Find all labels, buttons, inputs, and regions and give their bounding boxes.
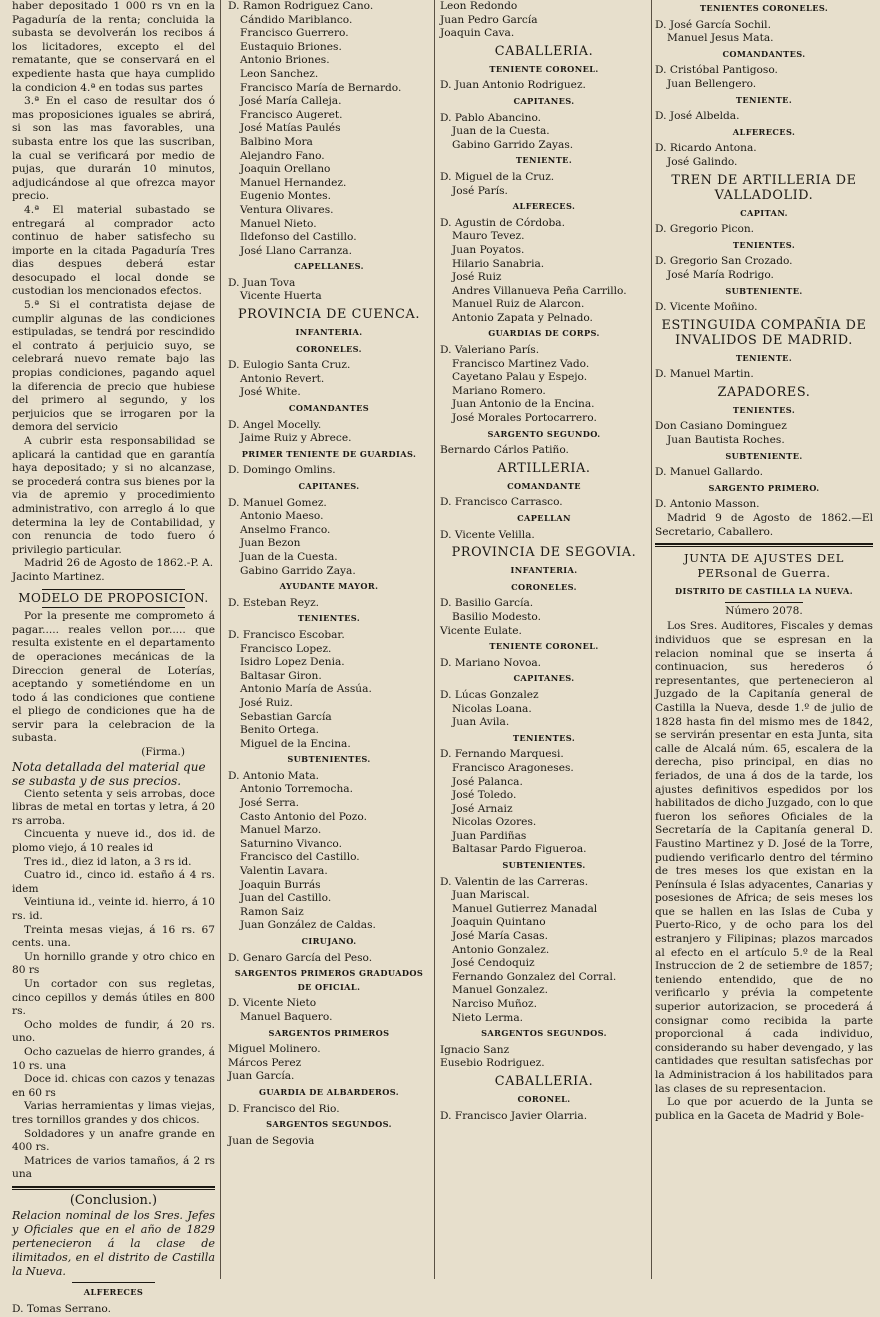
name-entry: D. Miguel de la Cruz. <box>440 170 555 183</box>
name-entry: Baltasar Giron. <box>240 669 322 682</box>
name-entry: Juan Pardiñas <box>452 829 527 842</box>
name-entry: José Matías Paulés <box>240 122 341 135</box>
name-entry: Eusebio Rodriguez. <box>440 1057 545 1070</box>
name-entry: Gabino Garrido Zaya. <box>240 564 356 577</box>
rank-heading: ALFERECES. <box>512 201 576 212</box>
list-item: Matrices de varios tamaños, á 2 rs una <box>12 1154 215 1181</box>
section-heading: JUNTA DE AJUSTES DEL PERsonal de Guerra. <box>684 551 844 581</box>
name-entry: D. Manuel Gomez. <box>228 496 327 509</box>
name-entry: Juan Avila. <box>452 716 510 729</box>
name-entry: Leon Redondo <box>440 0 518 12</box>
rank-heading: SARGENTO SEGUNDO. <box>487 428 601 439</box>
name-entry: Antonio Zapata y Pelnado. <box>452 311 593 324</box>
name-entry: Antonio Revert. <box>240 372 325 385</box>
rank-heading: GUARDIAS DE CORPS. <box>488 328 600 339</box>
name-entry: D. Gregorio San Crozado. <box>655 255 793 268</box>
column-rule <box>434 0 435 1279</box>
name-entry: D. Gregorio Picon. <box>655 223 755 236</box>
branch-heading: ARTILLERIA. <box>497 460 591 476</box>
branch-heading: INFANTERIA. <box>510 565 578 576</box>
name-entry: Valentin Lavara. <box>240 865 328 878</box>
column-rule <box>220 0 221 1279</box>
name-entry: Nicolas Ozores. <box>452 816 537 829</box>
name-entry: Juan Bellengero. <box>667 77 757 90</box>
name-entry: Ramon Saiz <box>240 905 304 918</box>
rank-heading: TENIENTES. <box>512 732 576 743</box>
modelo-title: MODELO DE PROPOSICION. <box>18 590 209 605</box>
list-item: Treinta mesas viejas, á 16 rs. 67 cents. una. <box>12 923 215 950</box>
rank-heading: TENIENTE. <box>515 155 573 166</box>
name-entry: Nieto Lerma. <box>452 1011 524 1024</box>
column-1 <box>12 0 215 1316</box>
branch-heading: INFANTERIA. <box>295 327 363 338</box>
column-3 <box>440 0 648 1279</box>
list-item: Veintiuna id., veinte id. hierro, á 10 rs. id. <box>12 896 215 922</box>
name-entry: Saturnino Vivanco. <box>240 837 342 850</box>
name-entry: Joaquin Quintano <box>452 916 546 929</box>
name-entry: Miguel Molinero. <box>228 1043 321 1056</box>
name-entry: Andres Villanueva Peña Carrillo. <box>452 284 627 297</box>
name-entry: Vicente Eulate. <box>440 624 522 637</box>
name-entry: Ventura Olivares. <box>240 203 334 216</box>
name-entry: Bernardo Cárlos Patiño. <box>440 444 569 457</box>
name-entry: D. Francisco Escobar. <box>228 628 345 641</box>
divider <box>42 607 185 608</box>
province-heading: PROVINCIA DE CUENCA. <box>237 307 421 323</box>
name-entry: Eustaquio Briones. <box>240 40 342 53</box>
name-entry: D. Juan Tova <box>228 276 296 289</box>
rank-heading: SARGENTOS SEGUNDOS. <box>266 1119 392 1130</box>
name-entry: D. Fernando Marquesi. <box>440 748 564 761</box>
rank-heading: COMANDANTES. <box>722 48 806 59</box>
rank-heading: TENIENTES CORONELES. <box>699 3 829 13</box>
name-entry: Joaquin Cava. <box>440 27 515 40</box>
rank-heading: SARGENTO PRIMERO. <box>708 482 820 493</box>
rank-heading: CORONELES. <box>296 343 362 354</box>
name-entry: D. Domingo Omlins. <box>228 464 336 477</box>
name-entry: Antonio Gonzalez. <box>452 943 550 956</box>
paragraph: haber depositado 1 000 rs vn en la Pagaduría de la renta; concluida la subasta se devolverán los recibos á los licitadores, excepto el del rematante, que se conservará en el expediente hasta que haya cumplido la condicion 4.ª en todas sus partes <box>12 0 215 94</box>
name-entry: Antonio María de Assúa. <box>240 683 372 696</box>
column-4 <box>655 0 873 1279</box>
name-entry: Isidro Lopez Denia. <box>240 656 345 669</box>
rank-heading: SUBTENIENTE. <box>725 285 803 296</box>
name-entry: José Serra. <box>240 797 300 810</box>
name-entry: Fernando Gonzalez del Corral. <box>452 970 617 983</box>
name-entry: Juan de la Cuesta. <box>240 550 338 563</box>
name-entry: D. José Albelda. <box>655 110 740 123</box>
name-entry: Juan de Segovia <box>228 1134 315 1147</box>
name-entry: José White. <box>240 386 301 399</box>
list-item: Soldadores y un anafre grande en 400 rs. <box>12 1127 215 1154</box>
divider <box>42 589 185 590</box>
name-entry: D. Ricardo Antona. <box>655 142 757 155</box>
firma: (Firma.) <box>141 746 185 759</box>
section-separator <box>12 1186 215 1190</box>
list-item: Ciento setenta y seis arrobas, doce libras de metal en tortas y letra, á 20 rs arroba. <box>12 787 215 827</box>
name-entry: José Palanca. <box>452 775 523 788</box>
name-entry: D. Cristóbal Pantigoso. <box>655 64 778 77</box>
name-entry: José Galindo. <box>667 155 738 168</box>
name-entry: José María Casas. <box>452 930 548 943</box>
paragraph: Por la presente me comprometo á pagar..... reales vellon por..... que resulta existente en el departamento de operaciones mecánicas de la Direccion general de Loterías, aceptando y sometiéndome en un todo á las condiciones que contiene el pliego de condiciones que ha de servir para la celebracion de la subasta. <box>12 610 215 745</box>
name-entry: Juan Pedro García <box>440 13 538 26</box>
name-entry: Manuel Hernandez. <box>240 176 347 189</box>
name-entry: José María Rodrigo. <box>667 268 774 281</box>
name-entry: Miguel de la Encina. <box>240 737 351 750</box>
divider <box>72 1282 155 1283</box>
name-entry: Hilario Sanabria. <box>452 257 545 270</box>
name-entry: D. Ramon Rodriguez Cano. <box>228 0 374 12</box>
rank-heading: CORONEL. <box>517 1093 571 1104</box>
name-entry: Sebastian García <box>240 710 332 723</box>
rank-heading: SUBTENIENTE. <box>725 450 803 461</box>
name-entry: Leon Sanchez. <box>240 67 319 80</box>
rank-heading: CAPELLAN <box>517 513 571 523</box>
section-heading: ESTINGUIDA COMPAÑIA DE INVALIDOS DE MADRID. <box>661 317 867 348</box>
name-entry: Cándido Mariblanco. <box>240 13 353 26</box>
rank-heading: COMANDANTE <box>507 480 581 491</box>
name-entry: Benito Ortega. <box>240 724 320 737</box>
rank-heading: CAPITANES. <box>298 481 360 491</box>
rank-heading: TENIENTE CORONEL. <box>489 641 599 652</box>
branch-heading: CABALLERIA. <box>494 43 594 59</box>
list-item: Un cortador con sus regletas, cinco cepillos y demás útiles en 800 rs. <box>12 977 215 1018</box>
name-entry: Juan González de Caldas. <box>240 919 376 932</box>
name-entry: D. Francisco del Rio. <box>228 1102 340 1115</box>
name-entry: Basilio Modesto. <box>452 610 541 623</box>
name-entry: José Toledo. <box>452 789 517 802</box>
paragraph: Lo que por acuerdo de la Junta se publica en la Gaceta de Madrid y Bole- <box>655 1096 873 1122</box>
rank-heading: TENIENTES. <box>732 404 796 415</box>
name-entry: Juan Mariscal. <box>452 889 530 902</box>
name-entry: Juan Bautista Roches. <box>667 434 785 447</box>
name-entry: Baltasar Pardo Figueroa. <box>452 843 587 856</box>
rank-heading: CAPITANES. <box>513 673 575 684</box>
name-entry: Joaquin Orellano <box>240 163 331 176</box>
name-entry: D. Agustin de Córdoba. <box>440 216 565 229</box>
name-entry: José Morales Portocarrero. <box>452 412 597 425</box>
section-heading: TREN DE ARTILLERIA DE VALLADOLID. <box>671 172 857 203</box>
rank-heading: TENIENTE CORONEL. <box>489 63 599 74</box>
name-entry: Manuel Marzo. <box>240 824 322 837</box>
rank-heading: CAPELLANES. <box>294 261 364 272</box>
name-entry: Antonio Torremocha. <box>240 783 353 796</box>
name-entry: Jaime Ruiz y Abrece. <box>240 432 352 445</box>
paragraph: 3.ª En el caso de resultar dos ó mas proposiciones iguales se abrirá, si son las mas favorables, una subasta entre los que las suscriban, la cual se verificará por medio de pujas, que durarán 10 minutos, adjudicándose al que ofrezca mayor precio. <box>12 95 215 203</box>
name-entry: D. José García Sochil. <box>655 18 771 31</box>
name-entry: D. Basilio García. <box>440 597 534 610</box>
name-entry: D. Antonio Mata. <box>228 769 320 782</box>
paragraph: 5.ª Si el contratista dejase de cumplir algunas de las condiciones estipuladas, se tendrá por rescindido el contrato á perjuicio suyo, se celebrará nuevo remate bajo las propias condiciones, pagando aquel la diferencia de precio que hubiese del primero al segundo, y los perjuicios que se irrogaren por la demora del servicio <box>12 299 215 434</box>
rank-heading: CIRUJANO. <box>301 936 357 946</box>
name-entry: Mariano Romero. <box>452 384 546 397</box>
items-list <box>12 788 215 1182</box>
name-entry: Anselmo Franco. <box>240 523 331 536</box>
rank-heading: GUARDIA DE ALBARDEROS. <box>258 1086 400 1097</box>
list-item: Tres id., diez id laton, a 3 rs id. <box>24 855 192 868</box>
rank-heading: SUBTENIENTES. <box>287 754 371 765</box>
branch-heading: ZAPADORES. <box>717 384 811 400</box>
list-item: Un hornillo grande y otro chico en 80 rs <box>12 950 215 977</box>
rank-heading: ALFERECES <box>83 1287 144 1298</box>
district-heading: DISTRITO DE CASTILLA LA NUEVA. <box>675 586 853 597</box>
name-entry: José Ruiz <box>452 271 502 284</box>
column-rule <box>651 0 652 1279</box>
name-entry: D. Vicente Velilla. <box>440 528 535 541</box>
name-entry: Francisco del Castillo. <box>240 851 360 864</box>
name-entry: Antonio Briones. <box>240 54 330 67</box>
date-line: Madrid 9 de Agosto de 1862.—El Secretario, Caballero. <box>655 512 873 538</box>
name-entry: Francisco María de Bernardo. <box>240 81 402 94</box>
name-entry: Juan Antonio de la Encina. <box>452 398 595 411</box>
name-entry: D. Manuel Martin. <box>655 368 754 381</box>
rank-heading: AYUDANTE MAYOR. <box>279 581 379 592</box>
list-item: Varias herramientas y limas viejas, tres tornillos grandes y dos chicos. <box>12 1100 215 1126</box>
name-entry: Don Casiano Dominguez <box>655 420 787 433</box>
conclusion-title: (Conclusion.) <box>69 1192 158 1208</box>
name-entry: Juan de la Cuesta. <box>452 125 550 138</box>
name-entry: D. Valentin de las Carreras. <box>440 875 589 888</box>
name-entry: D. Antonio Masson. <box>655 498 760 511</box>
rank-heading: PRIMER TENIENTE DE GUARDIAS. <box>241 448 417 459</box>
branch-heading: CABALLERIA. <box>494 1073 594 1089</box>
name-entry: Márcos Perez <box>228 1056 302 1069</box>
name-entry: Manuel Ruiz de Alarcon. <box>452 298 585 311</box>
rank-heading: SARGENTOS SEGUNDOS. <box>481 1028 607 1039</box>
name-entry: Manuel Jesus Mata. <box>667 32 774 45</box>
name-entry: D. Pablo Abancino. <box>440 111 542 124</box>
rank-heading: CAPITAN. <box>740 207 788 218</box>
rank-heading: ALFERECES. <box>732 126 796 137</box>
list-item: Ocho moldes de fundir, á 20 rs. uno. <box>12 1018 215 1045</box>
rank-heading: SARGENTOS PRIMEROS GRADUADOS DE OFICIAL. <box>234 968 424 992</box>
name-entry: Manuel Gutierrez Manadal <box>452 902 598 915</box>
name-entry: José Ruiz. <box>240 696 293 709</box>
name-entry: Manuel Baquero. <box>240 1010 333 1023</box>
name-entry: D. Juan Antonio Rodriguez. <box>440 79 586 92</box>
rank-heading: CAPITANES. <box>513 95 575 106</box>
divider <box>725 602 803 603</box>
name-entry: D. Genaro García del Peso. <box>228 951 373 964</box>
name-entry: José Arnaiz <box>452 802 513 815</box>
paragraph: Los Sres. Auditores, Fiscales y demas individuos que se espresan en la relacion nominal que se inserta á continuacion, sus herederos ó representantes, que pertenecieron al Juzgado de la Capitanía general de Castilla la Nueva, desde 1.º de julio de 1828 hasta fin del mismo mes de 1842, se servirán presentar en esta Junta, sita calle de Alcalá núm. 65, escalera de la derecha, piso principal, en dias no feriados, de una á dos de la tarde, los ajustes definitivos espedidos por los habilitados de dicho Juzgado, con lo que fueron los señores Oficiales de la Secretaría de la Capitanía general D. Faustino Martinez y D. José de la Torre, pudiendo verificarlo dentro del término de tres meses los que existan en la Península é Islas adyacentes, Canarias y posesiones de Africa; de seis meses los que se hallen en las Islas de Cuba y Puerto-Rico, y de ocho para los del estranjero y Filipinas; plazos marcados al efecto en el artículo 5.º de la Real Instruccion de 2 de setiembre de 1857; teniendo entendido, que de no verificarlo y prévia la competente superior autorizacion, se procederá á consignar como recibida la parte proporcional á cada individuo, considerando su haber devengado, y las cantidades que resultan satisfechas por la Administracion á los habilitados para las clases de su representacion. <box>655 620 873 1095</box>
name-entry: Manuel Nieto. <box>240 217 317 230</box>
paragraph: A cubrir esta responsabilidad se aplicará la cantidad que en garantía haya depositado; y si no alcanzase, se procederá contra sus bienes por la via de apremio y procedimiento administrativo, con arreglo á lo que determina la ley de Contabilidad, y con renuncia de todo fuero ó privilegio particular. <box>12 435 215 556</box>
name-entry: D. Francisco Javier Olarria. <box>440 1109 588 1122</box>
name-entry: Alejandro Fano. <box>240 149 325 162</box>
name-entry: Manuel Gonzalez. <box>452 984 549 997</box>
name-entry: Eugenio Montes. <box>240 190 331 203</box>
name-entry: Vicente Huerta <box>240 290 322 303</box>
rank-heading: TENIENTES. <box>732 239 796 250</box>
name-entry: Francisco Martinez Vado. <box>452 357 590 370</box>
name-entry: Francisco Augeret. <box>240 108 343 121</box>
name-entry: Mauro Tevez. <box>452 230 525 243</box>
rank-heading: COMANDANTES <box>288 403 370 414</box>
name-entry: D. Eulogio Santa Cruz. <box>228 359 351 372</box>
rank-heading: SUBTENIENTES. <box>502 860 586 871</box>
name-entry: D. Mariano Novoa. <box>440 656 542 669</box>
name-entry: Antonio Maeso. <box>240 510 324 523</box>
rank-heading: CORONELES. <box>511 581 577 592</box>
name-entry: D. Manuel Gallardo. <box>655 466 763 479</box>
name-entry: Gabino Garrido Zayas. <box>452 138 574 151</box>
name-entry: Cayetano Palau y Espejo. <box>452 371 588 384</box>
name-entry: D. Vicente Moñino. <box>655 301 758 314</box>
name-entry: José Llano Carranza. <box>240 244 352 257</box>
rank-heading: TENIENTE. <box>735 94 793 105</box>
name-entry: Juan del Castillo. <box>240 892 332 905</box>
name-entry: D. Tomas Serrano. <box>12 1303 111 1316</box>
name-entry: José París. <box>452 184 508 197</box>
name-entry: Nicolas Loana. <box>452 702 532 715</box>
rank-heading: SARGENTOS PRIMEROS <box>268 1027 390 1038</box>
numero: Número 2078. <box>725 604 803 617</box>
name-entry: D. Valeriano París. <box>440 344 540 357</box>
rank-heading: TENIENTES. <box>297 613 361 624</box>
name-entry: José Cendoquiz <box>452 957 535 970</box>
rank-heading: TENIENTE. <box>735 352 793 363</box>
list-item: Cincuenta y nueve id., dos id. de plomo viejo, á 10 reales id <box>12 828 215 855</box>
name-entry: D. Lúcas Gonzalez <box>440 688 539 701</box>
list-item: Ocho cazuelas de hierro grandes, á 10 rs. una <box>12 1045 215 1072</box>
name-entry: D. Francisco Carrasco. <box>440 496 563 509</box>
name-entry: Juan Poyatos. <box>452 243 525 256</box>
name-entry: D. Angel Mocelly. <box>228 418 322 431</box>
name-entry: D. Vicente Nieto <box>228 997 317 1010</box>
name-entry: Balbino Mora <box>240 135 313 148</box>
province-heading: PROVINCIA DE SEGOVIA. <box>451 545 637 561</box>
name-entry: Narciso Muñoz. <box>452 998 537 1010</box>
list-item: Cuatro id., cinco id. estaño á 4 rs. idem <box>12 869 215 895</box>
list-item: Doce id. chicas con cazos y tenazas en 60 rs <box>12 1073 215 1099</box>
section-separator <box>655 543 873 547</box>
name-entry: José María Calleja. <box>240 95 342 108</box>
name-entry: Casto Antonio del Pozo. <box>240 810 367 823</box>
name-entry: Ildefonso del Castillo. <box>240 231 357 244</box>
paragraph: 4.ª El material subastado se entregará al comprador acto continuo de haber satisfecho su importe en la citada Pagaduría Tres dias despues deberá estar desocupado el local donde se custodian los mencionados efectos. <box>12 203 215 298</box>
date-line: Madrid 26 de Agosto de 1862.-P. A. Jacinto Martinez. <box>12 557 214 583</box>
name-entry: Francisco Guerrero. <box>240 27 349 40</box>
name-entry: Ignacio Sanz <box>440 1043 510 1056</box>
name-entry: Joaquin Burrás <box>240 878 321 891</box>
relacion-title: Relacion nominal de los Sres. Jefes y Oficiales que en el año de 1829 pertenecieron á la clase de ilimitados, en el distrito de Castilla la Nueva. <box>12 1209 215 1279</box>
nota-title: Nota detallada del material que se subasta y de sus precios. <box>12 759 206 788</box>
name-entry: Juan García. <box>228 1070 295 1083</box>
column-2 <box>228 0 430 1279</box>
name-entry: Francisco Aragoneses. <box>452 761 574 774</box>
name-entry: Juan Bezon <box>240 537 301 550</box>
name-entry: D. Esteban Reyz. <box>228 596 320 609</box>
name-entry: Francisco Lopez. <box>240 642 332 655</box>
